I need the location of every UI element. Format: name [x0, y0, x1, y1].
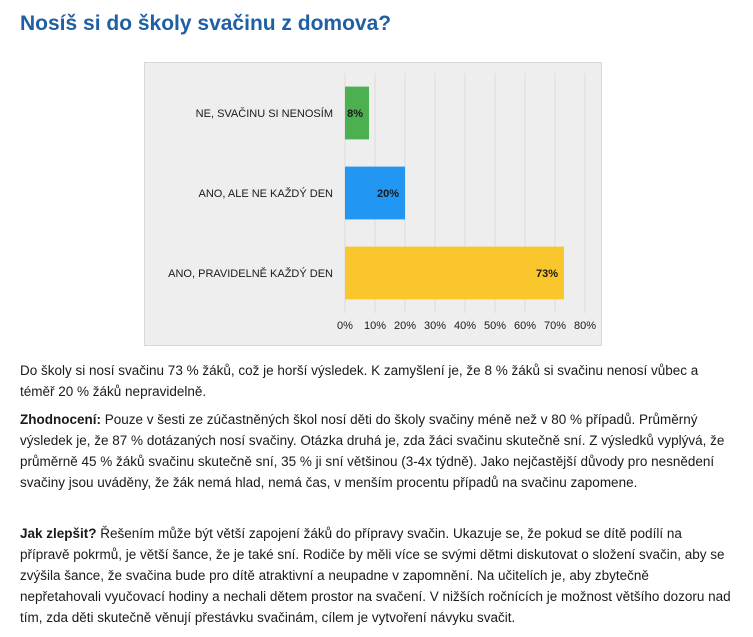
bar-value-label: 8% — [347, 108, 363, 120]
category-label: ANO, ALE NE KAŽDÝ DEN — [198, 188, 333, 200]
x-tick-label: 60% — [513, 320, 537, 332]
paragraph-summary — [20, 360, 732, 402]
x-tick-label: 30% — [423, 320, 447, 332]
chart-x-axis — [337, 320, 596, 332]
bar-chart-svg — [145, 63, 601, 345]
x-tick-label: 20% — [393, 320, 417, 332]
x-tick-label: 0% — [337, 320, 353, 332]
paragraph-summary-text: Do školy si nosí svačinu 73 % žáků, což je horší výsledek. K zamyšlení je, že 8 % žáků si svačinu nenosí vůbec a téměř 20 % žáků nepravidelně. — [20, 363, 699, 399]
bar-value-label: 73% — [535, 268, 558, 280]
page-title: Nosíš si do školy svačinu z domova? — [20, 12, 392, 35]
paragraph-evaluation-text: Pouze v šesti ze zúčastněných škol nosí děti do školy svačiny méně než v 80 % případů. Průměrný výsledek je, že 87 % dotázaných nosí svačiny. Otázka druhá je, zda žáci svačinu skutečně sní. Z výsledků vyplývá, že průměrně 45 % žáků svačinu skutečně sní, 35 % ji sní většinou (3-4x týdně). Jako nejčastější důvody pro nesnědení svačiny jsou uváděny, že žák nemá hlad, nemá čas, v menším procentu případů na svačinu zapomene. — [20, 412, 725, 490]
x-tick-label: 70% — [543, 320, 567, 332]
x-tick-label: 80% — [573, 320, 597, 332]
bar-value-label: 20% — [376, 188, 399, 200]
bar-chart — [144, 62, 602, 346]
paragraph-improvement-text: Řešením může být větší zapojení žáků do přípravy svačin. Ukazuje se, že pokud se dítě podílí na přípravě pokrmů, je větší šance, že je také sní. Rodiče by měli více se svými dětmi diskutovat o složení svačin, aby se zvýšila šance, že svačina bude pro dítě atraktivní a neupadne v zapomnění. Na učitelích je, aby zbytečně nepřetahovali vyučovací hodiny a nechali dětem prostor na svačení. V nižších ročnících je možnost většího dozoru nad tím, zda děti skutečně věnují přestávku svačinám, cílem je vytvoření návyku svačit. — [20, 526, 731, 625]
x-tick-label: 50% — [483, 320, 507, 332]
category-label: NE, SVAČINU SI NENOSÍM — [195, 108, 333, 120]
x-tick-label: 40% — [453, 320, 477, 332]
chart-category-labels — [168, 107, 333, 280]
x-tick-label: 10% — [363, 320, 387, 332]
paragraph-improvement — [20, 523, 732, 628]
chart-bars — [345, 87, 564, 300]
category-label: ANO, PRAVIDELNĚ KAŽDÝ DEN — [168, 268, 333, 280]
paragraph-evaluation — [20, 409, 732, 493]
bar — [345, 247, 564, 300]
paragraph-evaluation-lead: Zhodnocení: — [20, 412, 101, 427]
paragraph-improvement-lead: Jak zlepšit? — [20, 526, 97, 541]
